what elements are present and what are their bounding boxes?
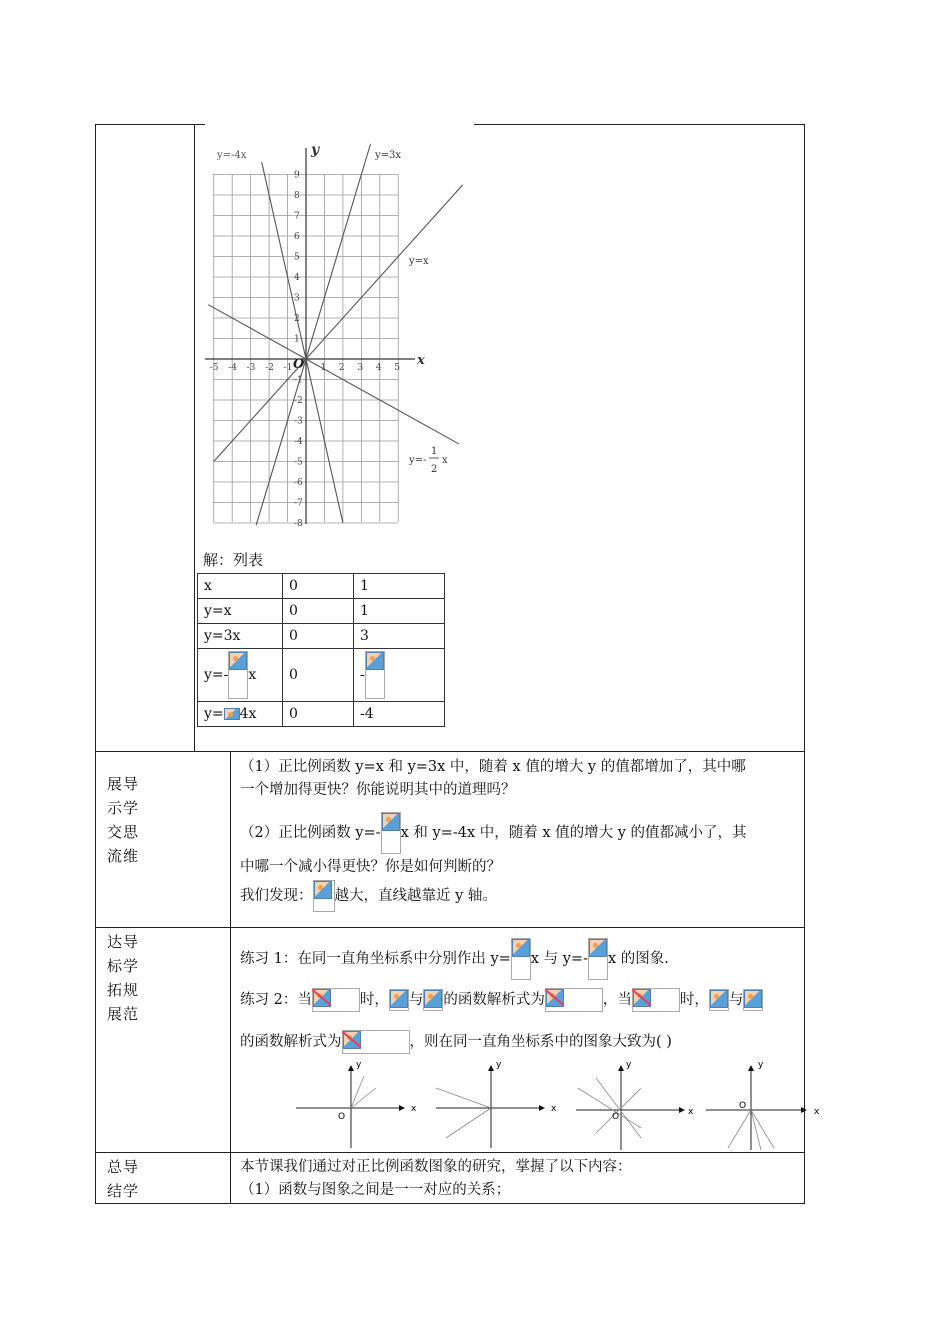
label-half-num: 1 (431, 446, 438, 457)
exercise-2-line1 (240, 988, 763, 1012)
display-q1-line1: （1）正比例函数 y=x 和 y=3x 中，随着 x 值的增大 y 的值都增加了，其中哪 (240, 759, 746, 775)
y-tick-label: -6 (294, 478, 303, 488)
display-q1-line2: 一个增加得更快？你能说明其中的道理吗？ (240, 782, 516, 798)
y-tick-label: -8 (294, 519, 303, 529)
label-y-neg-half-prefix: y=- (409, 455, 427, 466)
table-cell (198, 702, 283, 727)
table-left-border (95, 124, 96, 1204)
answer-choice-svg (296, 1058, 826, 1150)
table-cell: 0 (283, 599, 354, 624)
image-placeholder (313, 880, 335, 912)
x-tick-label: 3 (357, 363, 364, 373)
table-cell (198, 649, 283, 702)
table-cell: y=3x (198, 624, 283, 649)
row5-prefix: y= (204, 706, 224, 722)
label-line: 结学 (107, 1182, 140, 1200)
y-tick-label: -2 (294, 396, 303, 406)
image-icon (382, 813, 400, 831)
table-cell: 0 (283, 649, 354, 702)
image-placeholder (312, 988, 360, 1012)
image-placeholder (632, 988, 680, 1012)
choice-d-x-label: x (814, 1107, 820, 1117)
image-placeholder (545, 988, 603, 1012)
table-top-border-left (95, 124, 205, 125)
y-tick-label: 3 (294, 293, 300, 304)
image-placeholder (224, 708, 240, 720)
table-cell: y=x (198, 599, 283, 624)
section-label-display (107, 772, 139, 868)
y-tick-label: 7 (294, 211, 300, 222)
ex2-line2-text-a: 的函数解析式为 (240, 1034, 342, 1050)
label-line: 标学 (107, 957, 140, 975)
fraction-image-placeholder (228, 651, 248, 699)
y-tick-label: -5 (294, 457, 303, 468)
display-q2-line2: 中哪一个减小得更快？你是如何判断的？ (240, 859, 501, 875)
choice-a-x-label: x (411, 1104, 417, 1114)
image-icon (314, 881, 332, 899)
image-icon (424, 990, 442, 1008)
table-bottom-border (95, 1203, 805, 1204)
label-line: 总导 (107, 1158, 140, 1176)
choice-a-origin: O (338, 1112, 346, 1122)
summary-line1: 本节课我们通过对正比例函数图象的研究，掌握了以下内容： (240, 1159, 632, 1175)
fraction-image-placeholder (588, 938, 608, 980)
image-placeholder (709, 989, 729, 1011)
image-placeholder (389, 989, 409, 1011)
label-half-suffix: x (442, 455, 448, 466)
table-top-border-right (474, 124, 805, 125)
label-line: 展范 (107, 1005, 140, 1023)
x-tick-label: 2 (338, 363, 345, 373)
choice-c-y-label: y (626, 1060, 632, 1070)
x-tick-label: 1 (320, 363, 327, 373)
x-tick-label: -5 (209, 363, 219, 373)
ex2-text-b: 时， (359, 992, 389, 1008)
row-divider-1 (95, 751, 805, 752)
y-tick-label: 5 (294, 252, 300, 263)
label-y-neg4x: y=-4x (217, 150, 247, 161)
x-tick-label: 4 (375, 363, 382, 373)
table-right-border (804, 124, 805, 1204)
ex2-text-d: 的函数解析式为 (443, 992, 545, 1008)
table-cell: 0 (283, 574, 354, 599)
axis-label-y: y (311, 142, 320, 158)
image-placeholder (743, 989, 763, 1011)
ex2-text-a: 练习 2：当 (240, 992, 312, 1008)
section-label-practice (107, 930, 139, 1026)
image-icon (512, 939, 530, 957)
table-cell: x (198, 574, 283, 599)
value-table (197, 573, 445, 727)
choice-d-origin: O (739, 1101, 747, 1111)
table-row (198, 702, 445, 727)
ex1-text-b: x 与 y=- (530, 951, 588, 967)
x-tick-label: -4 (228, 363, 237, 373)
table-cell: 0 (283, 702, 354, 727)
image-icon (710, 990, 728, 1008)
table-row (198, 624, 445, 649)
row-divider-2 (95, 927, 805, 928)
y-tick-label: 6 (294, 232, 300, 242)
label-half-den: 2 (431, 464, 438, 475)
table-cell: 1 (354, 599, 445, 624)
table-cell: 0 (283, 624, 354, 649)
ex2-text-c: 与 (408, 992, 424, 1008)
y-tick-label: 8 (294, 191, 300, 201)
y-tick-label: -1 (294, 375, 303, 386)
image-icon (229, 652, 247, 670)
label-line: 流维 (107, 847, 140, 865)
choice-d-y-label: y (758, 1060, 764, 1070)
image-icon (366, 652, 384, 670)
row4-prefix: y=- (204, 667, 229, 683)
label-y-3x: y=3x (375, 150, 402, 161)
finding-text-b: 越大，直线越靠近 y 轴。 (334, 888, 497, 904)
fraction-image-placeholder (381, 812, 401, 854)
row4-value-prefix: - (360, 667, 365, 683)
row5-suffix: 4x (239, 706, 257, 722)
choice-graph-b (436, 1060, 557, 1148)
section-label-summary (107, 1155, 139, 1203)
table-row (198, 649, 445, 702)
table-row (198, 599, 445, 624)
solution-heading: 解：列表 (203, 551, 264, 569)
q2-text-a: （2）正比例函数 y=- (240, 825, 381, 841)
summary-line2: （1）函数与图象之间是一一对应的关系； (240, 1182, 511, 1198)
choice-c-origin: O (612, 1112, 620, 1122)
display-q2-line1 (240, 812, 747, 854)
x-tick-label: -2 (265, 363, 274, 373)
function-graph-svg (203, 126, 473, 530)
origin-label: O (293, 357, 305, 372)
y-tick-label: 1 (294, 334, 300, 345)
choice-graph-d (706, 1060, 820, 1150)
ex1-text-c: x 的图象. (607, 951, 669, 967)
table-cell (354, 649, 445, 702)
table-row (198, 574, 445, 599)
row-divider-3 (95, 1152, 805, 1153)
table-cell: 3 (354, 624, 445, 649)
table-col-divider-bottom (230, 752, 231, 1204)
image-icon (744, 990, 762, 1008)
q2-text-b: x 和 y=-4x 中，随着 x 值的增大 y 的值都减小了，其 (400, 825, 747, 841)
choice-c-x-label: x (688, 1107, 694, 1117)
fraction-image-placeholder (511, 938, 531, 980)
label-line: 交思 (107, 823, 140, 841)
ex2-line2-text-b: ，则在同一直角坐标系中的图象大致为( ) (409, 1034, 672, 1050)
y-tick-label: -3 (294, 416, 303, 427)
label-line: 达导 (107, 933, 140, 951)
axis-label-x: x (417, 353, 425, 368)
y-tick-label: 9 (294, 170, 300, 181)
exercise-2-line2 (240, 1030, 672, 1054)
function-graph-figure (203, 126, 473, 530)
ex2-text-e: ，当 (602, 992, 632, 1008)
y-tick-label: 4 (294, 273, 300, 283)
fraction-image-placeholder (365, 651, 385, 699)
label-line: 展导 (107, 775, 140, 793)
choice-graph-c (576, 1060, 694, 1150)
y-tick-label: -7 (294, 498, 303, 509)
ex2-text-f: 时， (679, 992, 709, 1008)
choice-graph-a (296, 1060, 417, 1148)
label-y-x: y=x (409, 256, 429, 267)
exercise-1 (240, 938, 669, 980)
x-tick-label: -1 (283, 363, 293, 373)
choice-a-y-label: y (356, 1060, 362, 1070)
label-line: 拓规 (107, 981, 140, 999)
choice-b-y-label: y (496, 1060, 502, 1070)
display-finding (240, 880, 497, 912)
y-tick-label: -4 (294, 437, 303, 447)
table-cell: -4 (354, 702, 445, 727)
x-tick-label: 5 (394, 363, 400, 373)
image-icon (224, 708, 240, 720)
image-icon (589, 939, 607, 957)
finding-text-a: 我们发现： (240, 888, 313, 904)
ex1-text-a: 练习 1：在同一直角坐标系中分别作出 y= (240, 951, 511, 967)
y-tick-label: 2 (294, 314, 300, 324)
image-icon (390, 990, 408, 1008)
image-placeholder (423, 989, 443, 1011)
row4-suffix: x (248, 667, 257, 683)
ex2-text-g: 与 (728, 992, 744, 1008)
image-placeholder (342, 1030, 410, 1054)
answer-choice-graphs (296, 1058, 826, 1150)
x-tick-label: -3 (246, 363, 256, 373)
table-cell: 1 (354, 574, 445, 599)
label-line: 示学 (107, 799, 140, 817)
choice-b-x-label: x (551, 1104, 557, 1114)
table-col-divider-top (194, 124, 195, 752)
